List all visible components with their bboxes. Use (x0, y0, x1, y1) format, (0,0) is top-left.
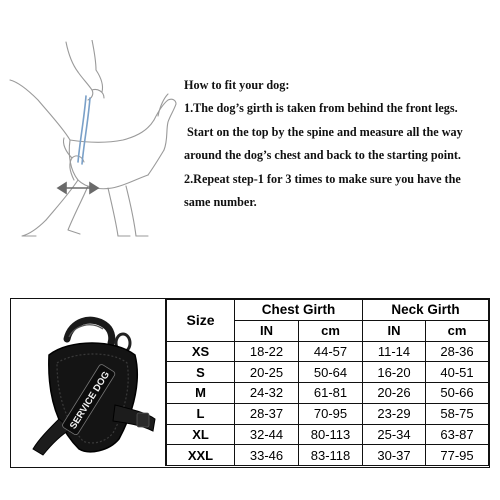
neck-cm-cell: 63-87 (426, 424, 489, 445)
chest-cm-cell: 44-57 (299, 341, 363, 362)
harness-image-cell (11, 299, 166, 466)
chest-cm-cell: 80-113 (299, 424, 363, 445)
table-row (167, 341, 489, 362)
chest-in-cell: 32-44 (235, 424, 299, 445)
neck-in-header: IN (363, 320, 426, 341)
size-column-header: Size (167, 300, 235, 342)
service-dog-patch: SERVICE DOG (67, 369, 113, 432)
neck-in-cell: 16-20 (363, 362, 426, 383)
table-row (167, 362, 489, 383)
chest-in-cell: 20-25 (235, 362, 299, 383)
chest-in-header: IN (235, 320, 299, 341)
size-label: XXL (167, 445, 235, 466)
neck-cm-cell: 58-75 (426, 403, 489, 424)
chest-in-cell: 33-46 (235, 445, 299, 466)
instructions-title: How to fit your dog: (184, 78, 290, 92)
size-table (166, 299, 489, 466)
chest-in-cell: 28-37 (235, 403, 299, 424)
chest-cm-cell: 70-95 (299, 403, 363, 424)
chest-in-cell: 24-32 (235, 383, 299, 404)
neck-in-cell: 20-26 (363, 383, 426, 404)
dog-measuring-illustration (8, 40, 178, 240)
neck-in-cell: 11-14 (363, 341, 426, 362)
neck-cm-cell: 40-51 (426, 362, 489, 383)
neck-girth-header: Neck Girth (363, 300, 489, 321)
chest-girth-header: Chest Girth (235, 300, 363, 321)
neck-cm-header: cm (426, 320, 489, 341)
neck-in-cell: 25-34 (363, 424, 426, 445)
dog-sketch-icon (8, 40, 178, 240)
table-row (167, 424, 489, 445)
fit-instructions (184, 74, 496, 214)
chest-in-cell: 18-22 (235, 341, 299, 362)
neck-cm-cell: 50-66 (426, 383, 489, 404)
table-row (167, 403, 489, 424)
chest-cm-cell: 50-64 (299, 362, 363, 383)
chest-cm-cell: 83-118 (299, 445, 363, 466)
size-label: XS (167, 341, 235, 362)
size-label: XL (167, 424, 235, 445)
neck-in-cell: 23-29 (363, 403, 426, 424)
table-row (167, 445, 489, 466)
step1-line3: around the dog’s chest and back to the starting point. (184, 148, 461, 163)
step2-line1: 2.Repeat step-1 for 3 times to make sure you have the (184, 171, 461, 186)
step1-line2: Start on the top by the spine and measure all the way (187, 124, 463, 139)
step2-line2: same number. (184, 195, 257, 210)
dog-harness-icon (19, 309, 159, 459)
size-label: M (167, 383, 235, 404)
chest-cm-cell: 61-81 (299, 383, 363, 404)
table-header-row (167, 300, 489, 321)
size-label: L (167, 403, 235, 424)
size-label: S (167, 362, 235, 383)
step1-line1: 1.The dog’s girth is taken from behind the front legs. (184, 101, 458, 116)
size-chart (10, 298, 490, 468)
table-row (167, 383, 489, 404)
neck-in-cell: 30-37 (363, 445, 426, 466)
neck-cm-cell: 77-95 (426, 445, 489, 466)
neck-cm-cell: 28-36 (426, 341, 489, 362)
chest-cm-header: cm (299, 320, 363, 341)
